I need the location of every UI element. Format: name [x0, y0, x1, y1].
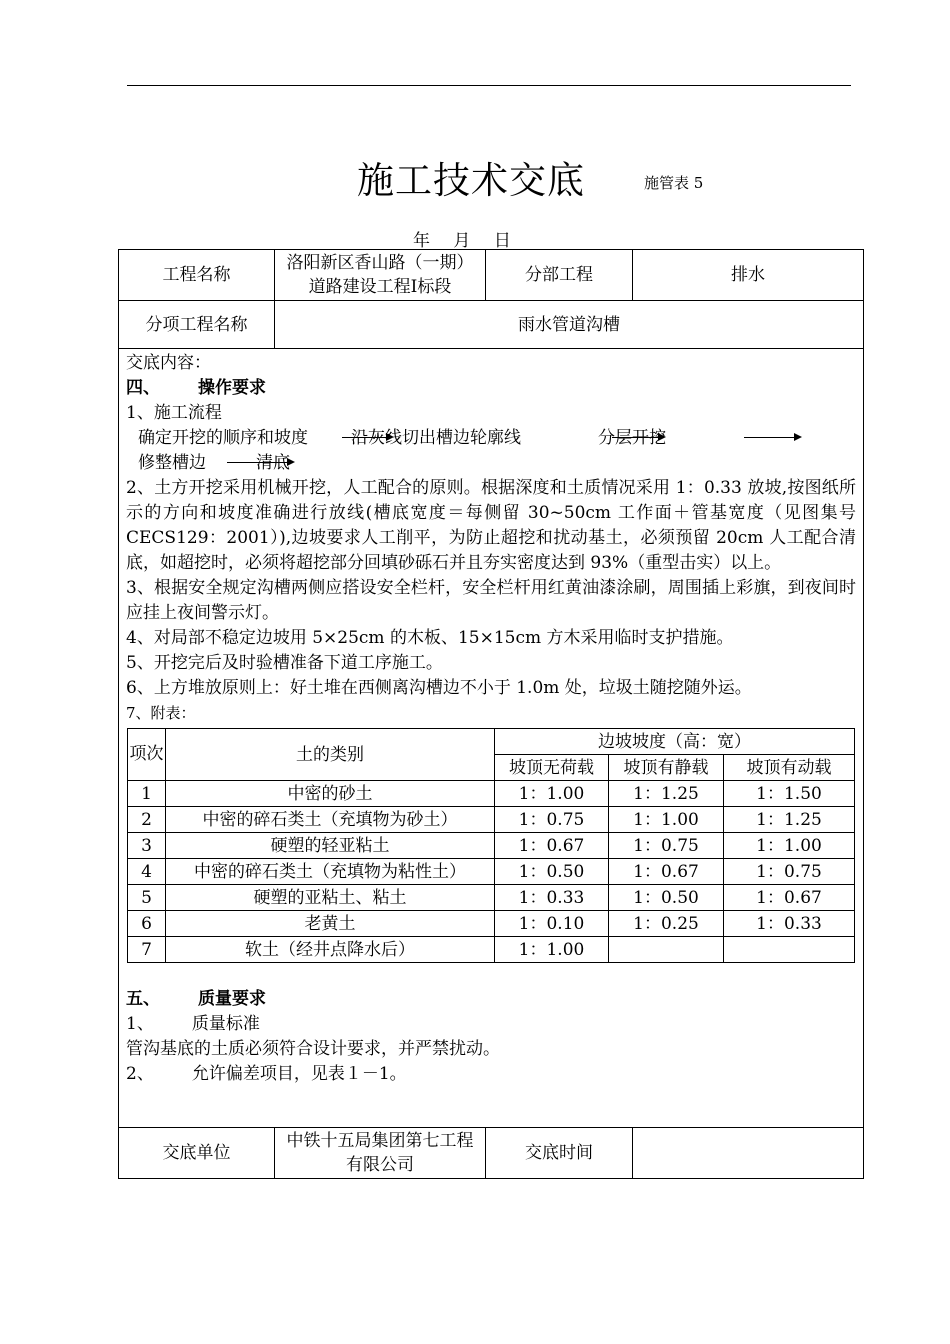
disclosure-form [118, 249, 864, 1179]
content-cell [119, 349, 864, 1128]
row-c: 1：1.50 [724, 781, 855, 807]
issuer-value: 中铁十五局集团第七工程有限公司 [275, 1128, 486, 1179]
row-c: 1：0.67 [724, 885, 855, 911]
quality-item-1-number: 1、 [126, 1014, 154, 1034]
item-1: 1、施工流程 [126, 403, 222, 423]
division-label: 分部工程 [486, 250, 633, 301]
flow-step-5: 清底 [256, 453, 290, 473]
row-soil: 硬塑的轻亚粘土 [166, 833, 495, 859]
table-row [128, 937, 855, 963]
row-no: 7 [128, 937, 166, 963]
row-a: 1：0.67 [495, 833, 609, 859]
flow-step-2: 沿灰线切出槽边轮廓线 [351, 428, 521, 448]
row-no: 3 [128, 833, 166, 859]
row-no: 6 [128, 911, 166, 937]
section-4-title: 操作要求 [198, 378, 266, 398]
slope-table-header-b: 坡顶有静载 [609, 755, 724, 781]
content-intro: 交底内容： [126, 353, 211, 373]
table-row [128, 833, 855, 859]
quality-item-2-text: 允许偏差项目，见表１－1。 [191, 1064, 407, 1084]
flow-step-3: 分层开挖 [598, 428, 666, 448]
process-flow [126, 426, 856, 476]
item-3: 3、根据安全规定沟槽两侧应搭设安全栏杆，安全栏杆用红黄油漆涂刷，周围插上彩旗，到夜间时应挂上夜间警示灯。 [126, 578, 856, 623]
slope-table-header-group: 边坡坡度（高：宽） [495, 729, 855, 755]
quality-item-1-body: 管沟基底的土质必须符合设计要求，并严禁扰动。 [126, 1039, 500, 1059]
item-6: 6、上方堆放原则上：好土堆在西侧离沟槽边不小于 1.0m 处，垃圾土随挖随外运。 [126, 678, 752, 698]
row-b: 1：1.25 [609, 781, 724, 807]
row-c: 1：0.33 [724, 911, 855, 937]
row-no: 2 [128, 807, 166, 833]
row-b: 1：0.25 [609, 911, 724, 937]
quality-item-1-title: 质量标准 [191, 1014, 260, 1034]
project-name-label: 工程名称 [119, 250, 275, 301]
slope-table-header-a: 坡顶无荷载 [495, 755, 609, 781]
item-2: 2、土方开挖采用机械开挖，人工配合的原则。根据深度和土质情况采用 1：0.33 放坡,按图纸所示的方向和坡度准确进行放线(槽底宽度＝每侧留 30~50cm 工作面＋管基宽度（见图集号 CECS129：2001）),边坡要求人工削平，为防止超挖和扰动基土，必须预留 20cm 人工配合清底，如超挖时，必须将超挖部分回填砂砾石并且夯实密度达到 93%（重型击实）以上。 [126, 478, 856, 573]
row-soil: 中密的砂土 [166, 781, 495, 807]
flow-arrow-3 [744, 437, 800, 438]
table-row [128, 859, 855, 885]
date-line [413, 226, 527, 251]
date-year: 年 [413, 231, 432, 251]
row-c [724, 937, 855, 963]
table-row [128, 885, 855, 911]
date-month: 月 [453, 231, 473, 251]
row-soil: 中密的碎石类土（充填物为粘性土） [166, 859, 495, 885]
date-day: 日 [493, 231, 513, 251]
item-4: 4、对局部不稳定边坡用 5×25cm 的木板、15×15cm 方木采用临时支护措施。 [126, 628, 734, 648]
row-b: 1：0.67 [609, 859, 724, 885]
item-5: 5、开挖完后及时验槽准备下道工序施工。 [126, 653, 443, 673]
slope-table [127, 728, 855, 963]
division-value: 排水 [633, 250, 864, 301]
row-a: 1：0.10 [495, 911, 609, 937]
row-b: 1：1.00 [609, 807, 724, 833]
row-a: 1：0.33 [495, 885, 609, 911]
header-rule [127, 85, 851, 86]
section-5-title: 质量要求 [198, 989, 266, 1009]
table-row [128, 807, 855, 833]
row-no: 5 [128, 885, 166, 911]
slope-table-header-soil: 土的类别 [166, 729, 495, 781]
row-soil: 硬塑的亚粘土、粘土 [166, 885, 495, 911]
project-name-value: 洛阳新区香山路（一期）道路建设工程Ⅰ标段 [275, 250, 486, 301]
row-soil: 中密的碎石类土（充填物为砂土） [166, 807, 495, 833]
row-soil: 软土（经井点降水后） [166, 937, 495, 963]
table-row [128, 911, 855, 937]
quality-item-2 [126, 1062, 856, 1087]
section-5-heading [126, 987, 856, 1012]
time-value [633, 1128, 864, 1179]
table-row [128, 781, 855, 807]
row-b: 1：0.50 [609, 885, 724, 911]
slope-table-header-c: 坡顶有动载 [724, 755, 855, 781]
issuer-label: 交底单位 [119, 1128, 275, 1179]
page-title: 施工技术交底 [357, 159, 585, 202]
flow-step-4: 修整槽边 [138, 453, 206, 473]
row-no: 4 [128, 859, 166, 885]
quality-item-1 [126, 1012, 856, 1037]
flow-arrow-2 [612, 437, 664, 438]
quality-item-2-number: 2、 [126, 1064, 154, 1084]
section-4-heading [126, 376, 856, 401]
form-number: 施管表 5 [644, 174, 704, 192]
subitem-value: 雨水管道沟槽 [275, 301, 864, 349]
row-c: 1：1.25 [724, 807, 855, 833]
flow-step-1: 确定开挖的顺序和坡度 [138, 428, 308, 448]
row-a: 1：0.50 [495, 859, 609, 885]
row-a: 1：1.00 [495, 937, 609, 963]
row-c: 1：0.75 [724, 859, 855, 885]
flow-arrow-4 [227, 462, 293, 463]
section-4-number: 四、 [126, 378, 160, 398]
row-a: 1：1.00 [495, 781, 609, 807]
row-b [609, 937, 724, 963]
time-label: 交底时间 [486, 1128, 633, 1179]
flow-arrow-1 [342, 437, 392, 438]
slope-table-header-no: 项次 [128, 729, 166, 781]
row-soil: 老黄土 [166, 911, 495, 937]
row-c: 1：1.00 [724, 833, 855, 859]
row-b: 1：0.75 [609, 833, 724, 859]
subitem-label: 分项工程名称 [119, 301, 275, 349]
row-no: 1 [128, 781, 166, 807]
section-5-number: 五、 [126, 989, 160, 1009]
item-7: 7、附表： [126, 704, 196, 722]
row-a: 1：0.75 [495, 807, 609, 833]
